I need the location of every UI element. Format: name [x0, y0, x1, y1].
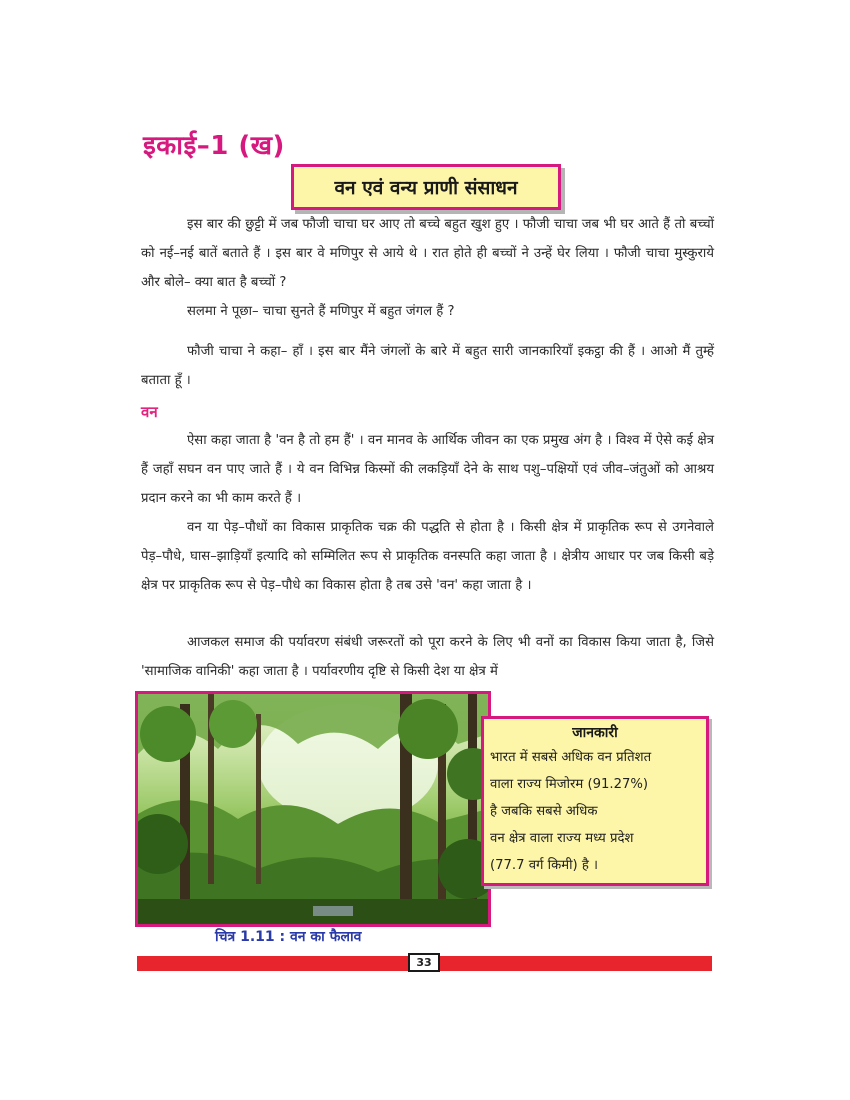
info-box-line: है जबकि सबसे अधिक: [490, 804, 598, 819]
intro-paragraph-1: इस बार की छुट्टी में जब फौजी चाचा घर आए तो बच्चे बहुत खुश हुए । फौजी चाचा जब भी घर आते हैं तो बच्चों को नई–नई बातें बताते हैं । इस बार वे मणिपुर से आये थे । रात होते ही बच्चों ने उन्हें घेर लिया । फौजी चाचा मुस्कुराये और बोले– क्या बात है बच्चों ?: [141, 217, 714, 290]
info-box-title: जानकारी: [572, 725, 618, 741]
chapter-title-box: [291, 164, 561, 210]
info-box-line: वाला राज्य मिजोरम (91.27%): [490, 777, 649, 792]
intro-paragraph-3: फौजी चाचा ने कहा– हाँ । इस बार मैंने जंगलों के बारे में बहुत सारी जानकारियाँ इकट्ठा की हैं । आओ मैं तुम्हें बताता हूँ ।: [141, 344, 714, 388]
section-heading: वन: [141, 403, 158, 421]
section-paragraph-1: ऐसा कहा जाता है 'वन है तो हम हैं' । वन मानव के आर्थिक जीवन का एक प्रमुख अंग है । विश्व में ऐसे कई क्षेत्र हैं जहाँ सघन वन पाए जाते हैं । ये वन विभिन्न किस्मों की लकड़ियाँ देने के साथ पशु–पक्षियों एवं जीव–जंतुओं को आश्रय प्रदान करने का भी काम करते हैं ।: [141, 433, 714, 506]
unit-label: इकाई–1 (ख): [143, 131, 285, 161]
section-paragraph-2: वन या पेड़–पौधों का विकास प्राकृतिक चक्र की पद्धति से होता है । किसी क्षेत्र में प्राकृतिक रूप से उगनेवाले पेड़–पौधे, घास–झाड़ियाँ इत्यादि को सम्मिलित रूप से प्राकृतिक वनस्पति कहा जाता है । क्षेत्रीय आधार पर जब किसी बड़े क्षेत्र पर प्राकृतिक रूप से पेड़–पौधे का विकास होता है तब उसे 'वन' कहा जाता है ।: [141, 520, 714, 593]
figure-caption: चित्र 1.11 : वन का फैलाव: [215, 929, 362, 945]
section-paragraph-3: आजकल समाज की पर्यावरण संबंधी जरूरतों को पूरा करने के लिए भी वनों का विकास किया जाता है, जिसे 'सामाजिक वानिकी' कहा जाता है । पर्यावरणीय दृष्टि से किसी देश या क्षेत्र में: [141, 635, 714, 679]
intro-paragraph-2: सलमा ने पूछा– चाचा सुनते हैं मणिपुर में बहुत जंगल हैं ?: [187, 304, 455, 319]
forest-photo: [135, 691, 491, 927]
page-number: 33: [408, 953, 440, 972]
chapter-title: वन एवं वन्य प्राणी संसाधन: [334, 177, 518, 199]
info-box: [481, 716, 709, 886]
info-box-line: वन क्षेत्र वाला राज्य मध्य प्रदेश: [490, 831, 634, 846]
info-box-line: (77.7 वर्ग किमी) है ।: [490, 858, 599, 873]
info-box-line: भारत में सबसे अधिक वन प्रतिशत: [490, 750, 652, 765]
